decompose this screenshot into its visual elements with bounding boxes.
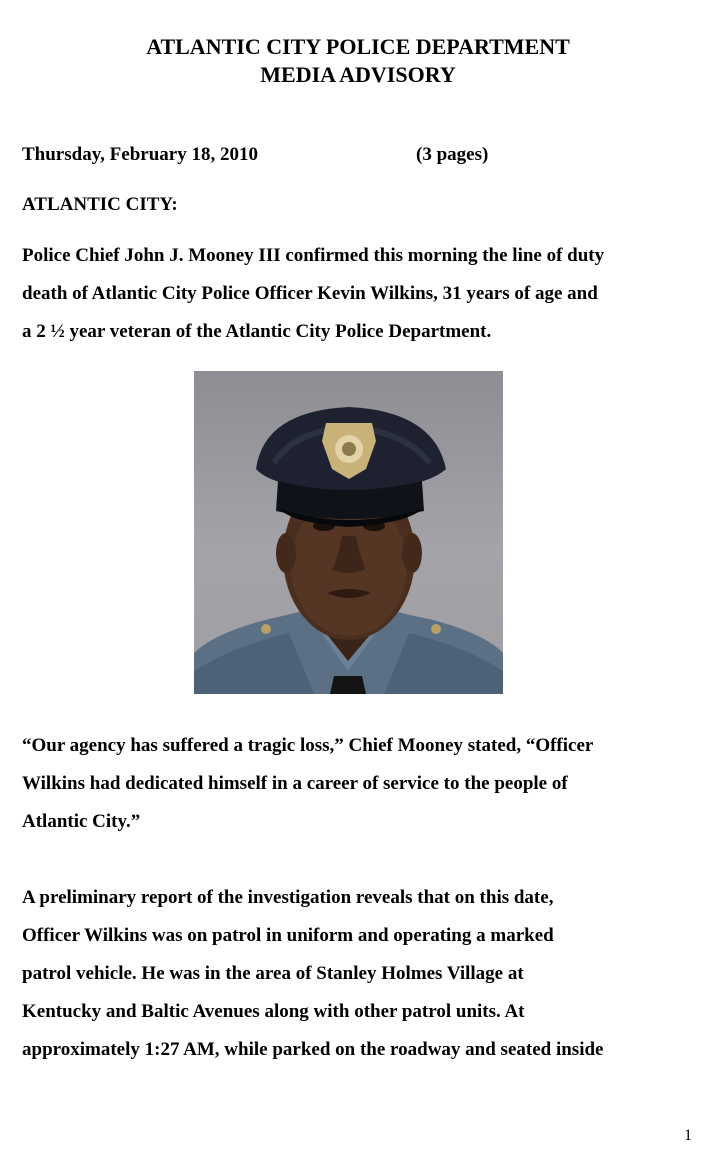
- header-title: ATLANTIC CITY POLICE DEPARTMENT: [146, 34, 570, 59]
- paragraph-line: “Our agency has suffered a tragic loss,” Chief Mooney stated, “Officer: [22, 735, 594, 756]
- location-heading: ATLANTIC CITY:: [22, 194, 178, 215]
- paragraph-line: death of Atlantic City Police Officer Kevin Wilkins, 31 years of age and: [22, 283, 598, 304]
- paragraph-quote: [22, 727, 702, 841]
- paragraph-line: patrol vehicle. He was in the area of Stanley Holmes Village at: [22, 963, 524, 984]
- paragraph-line: approximately 1:27 AM, while parked on the roadway and seated inside: [22, 1039, 604, 1060]
- paragraph-line: A preliminary report of the investigation reveals that on this date,: [22, 887, 554, 908]
- header-subtitle: MEDIA ADVISORY: [260, 62, 456, 87]
- paragraph-line: Officer Wilkins was on patrol in uniform and operating a marked: [22, 925, 554, 946]
- release-date: Thursday, February 18, 2010: [22, 144, 258, 165]
- page-count: (3 pages): [416, 144, 489, 165]
- officer-photo: [194, 371, 503, 694]
- paragraph-investigation: [22, 879, 702, 1069]
- dateline: [22, 140, 702, 170]
- paragraph-line: a 2 ½ year veteran of the Atlantic City Police Department.: [22, 321, 492, 342]
- paragraph-line: Atlantic City.”: [22, 811, 141, 832]
- officer-portrait-image: [194, 371, 503, 694]
- paragraph-line: Kentucky and Baltic Avenues along with other patrol units. At: [22, 1001, 525, 1022]
- paragraph-line: Police Chief John J. Mooney III confirmed this morning the line of duty: [22, 245, 605, 266]
- paragraph-line: Wilkins had dedicated himself in a career of service to the people of: [22, 773, 568, 794]
- page-number: 1: [684, 1127, 692, 1144]
- paragraph-announcement: [22, 237, 702, 351]
